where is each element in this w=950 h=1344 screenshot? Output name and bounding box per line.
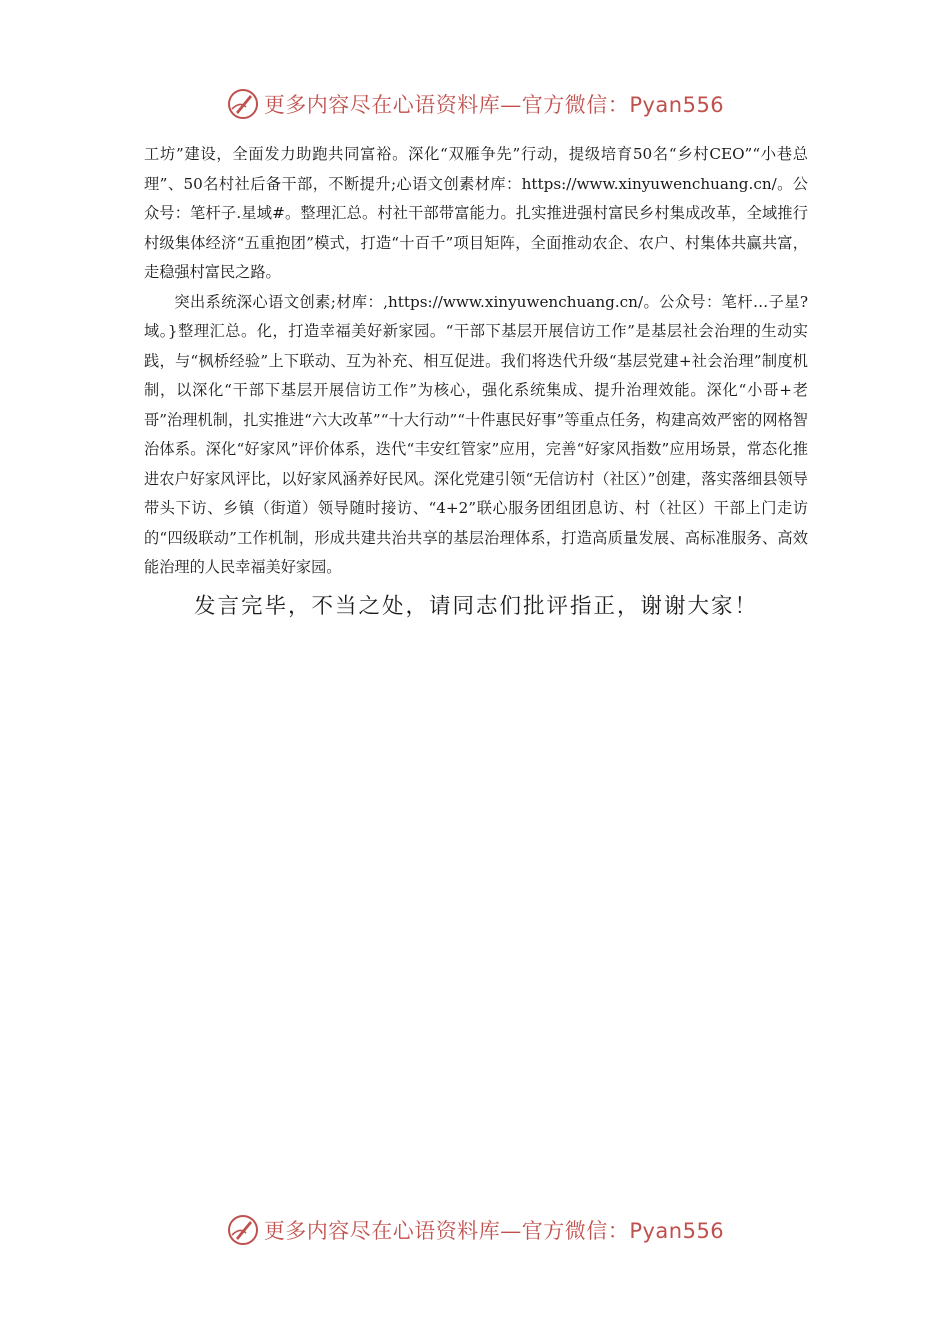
paragraph-1: 工坊”建设，全面发力助跑共同富裕。深化“双雁争先”行动，提级培育50名“乡村CEO”“小巷总理”、50名村社后备干部，不断提升;心语文创素材库：https://www.xinyuwenchuang.cn/。公众号：笔杆子.星域#。整理汇总。村社干部带富能力。扎实推进强村富民乡村集成改革，全域推行村级集体经济“五重抱团”模式，打造“十百千”项目矩阵，全面推动农企、农户、村集体共赢共富，走稳强村富民之路。 [144,145,808,281]
banner-label: 更多内容尽在心语资料库—官方微信： [263,93,630,117]
paragraph-2: 突出系统深心语文创素;材库：,https://www.xinyuwenchuang.cn/。公众号：笔杆…子星?域。}整理汇总。化，打造幸福美好新家园。“干部下基层开展信访工作”是基层社会治理的生动实践，与“枫桥经验”上下联动、互为补充、相互促进。我们将迭代升级“基层党建+社会治理”制度机制，以深化“干部下基层开展信访工作”为核心，强化系统集成、提升治理效能。深化“小哥+老哥”治理机制，扎实推进“六大改革”“十大行动”“十件惠民好事”等重点任务，构建高效严密的网格智治体系。深化“好家风”评价体系，迭代“丰安红管家”应用，完善“好家风指数”应用场景，常态化推进农户好家风评比，以好家风涵养好民风。深化党建引领“无信访村（社区）”创建，落实落细县领导带头下访、乡镇（街道）领导随时接访、“4+2”联心服务团组团息访、村（社区）干部上门走访的“四级联动”工作机制，形成共建共治共享的基层治理体系，打造高质量发展、高标准服务、高效能治理的人民幸福美好家园。 [144,292,808,576]
closing-remark: 发言完毕，不当之处，请同志们批评指正，谢谢大家！ [193,593,758,619]
banner-wechat: Pyan556 [629,93,725,117]
banner-text [264,1215,724,1245]
pen-logo-icon [226,87,260,121]
banner-wechat: Pyan556 [629,1219,725,1243]
document-body [144,140,808,625]
banner-text [264,89,724,119]
header-banner [0,84,950,124]
footer-banner [0,1210,950,1250]
banner-label: 更多内容尽在心语资料库—官方微信： [263,1219,630,1243]
pen-logo-icon [226,1213,260,1247]
